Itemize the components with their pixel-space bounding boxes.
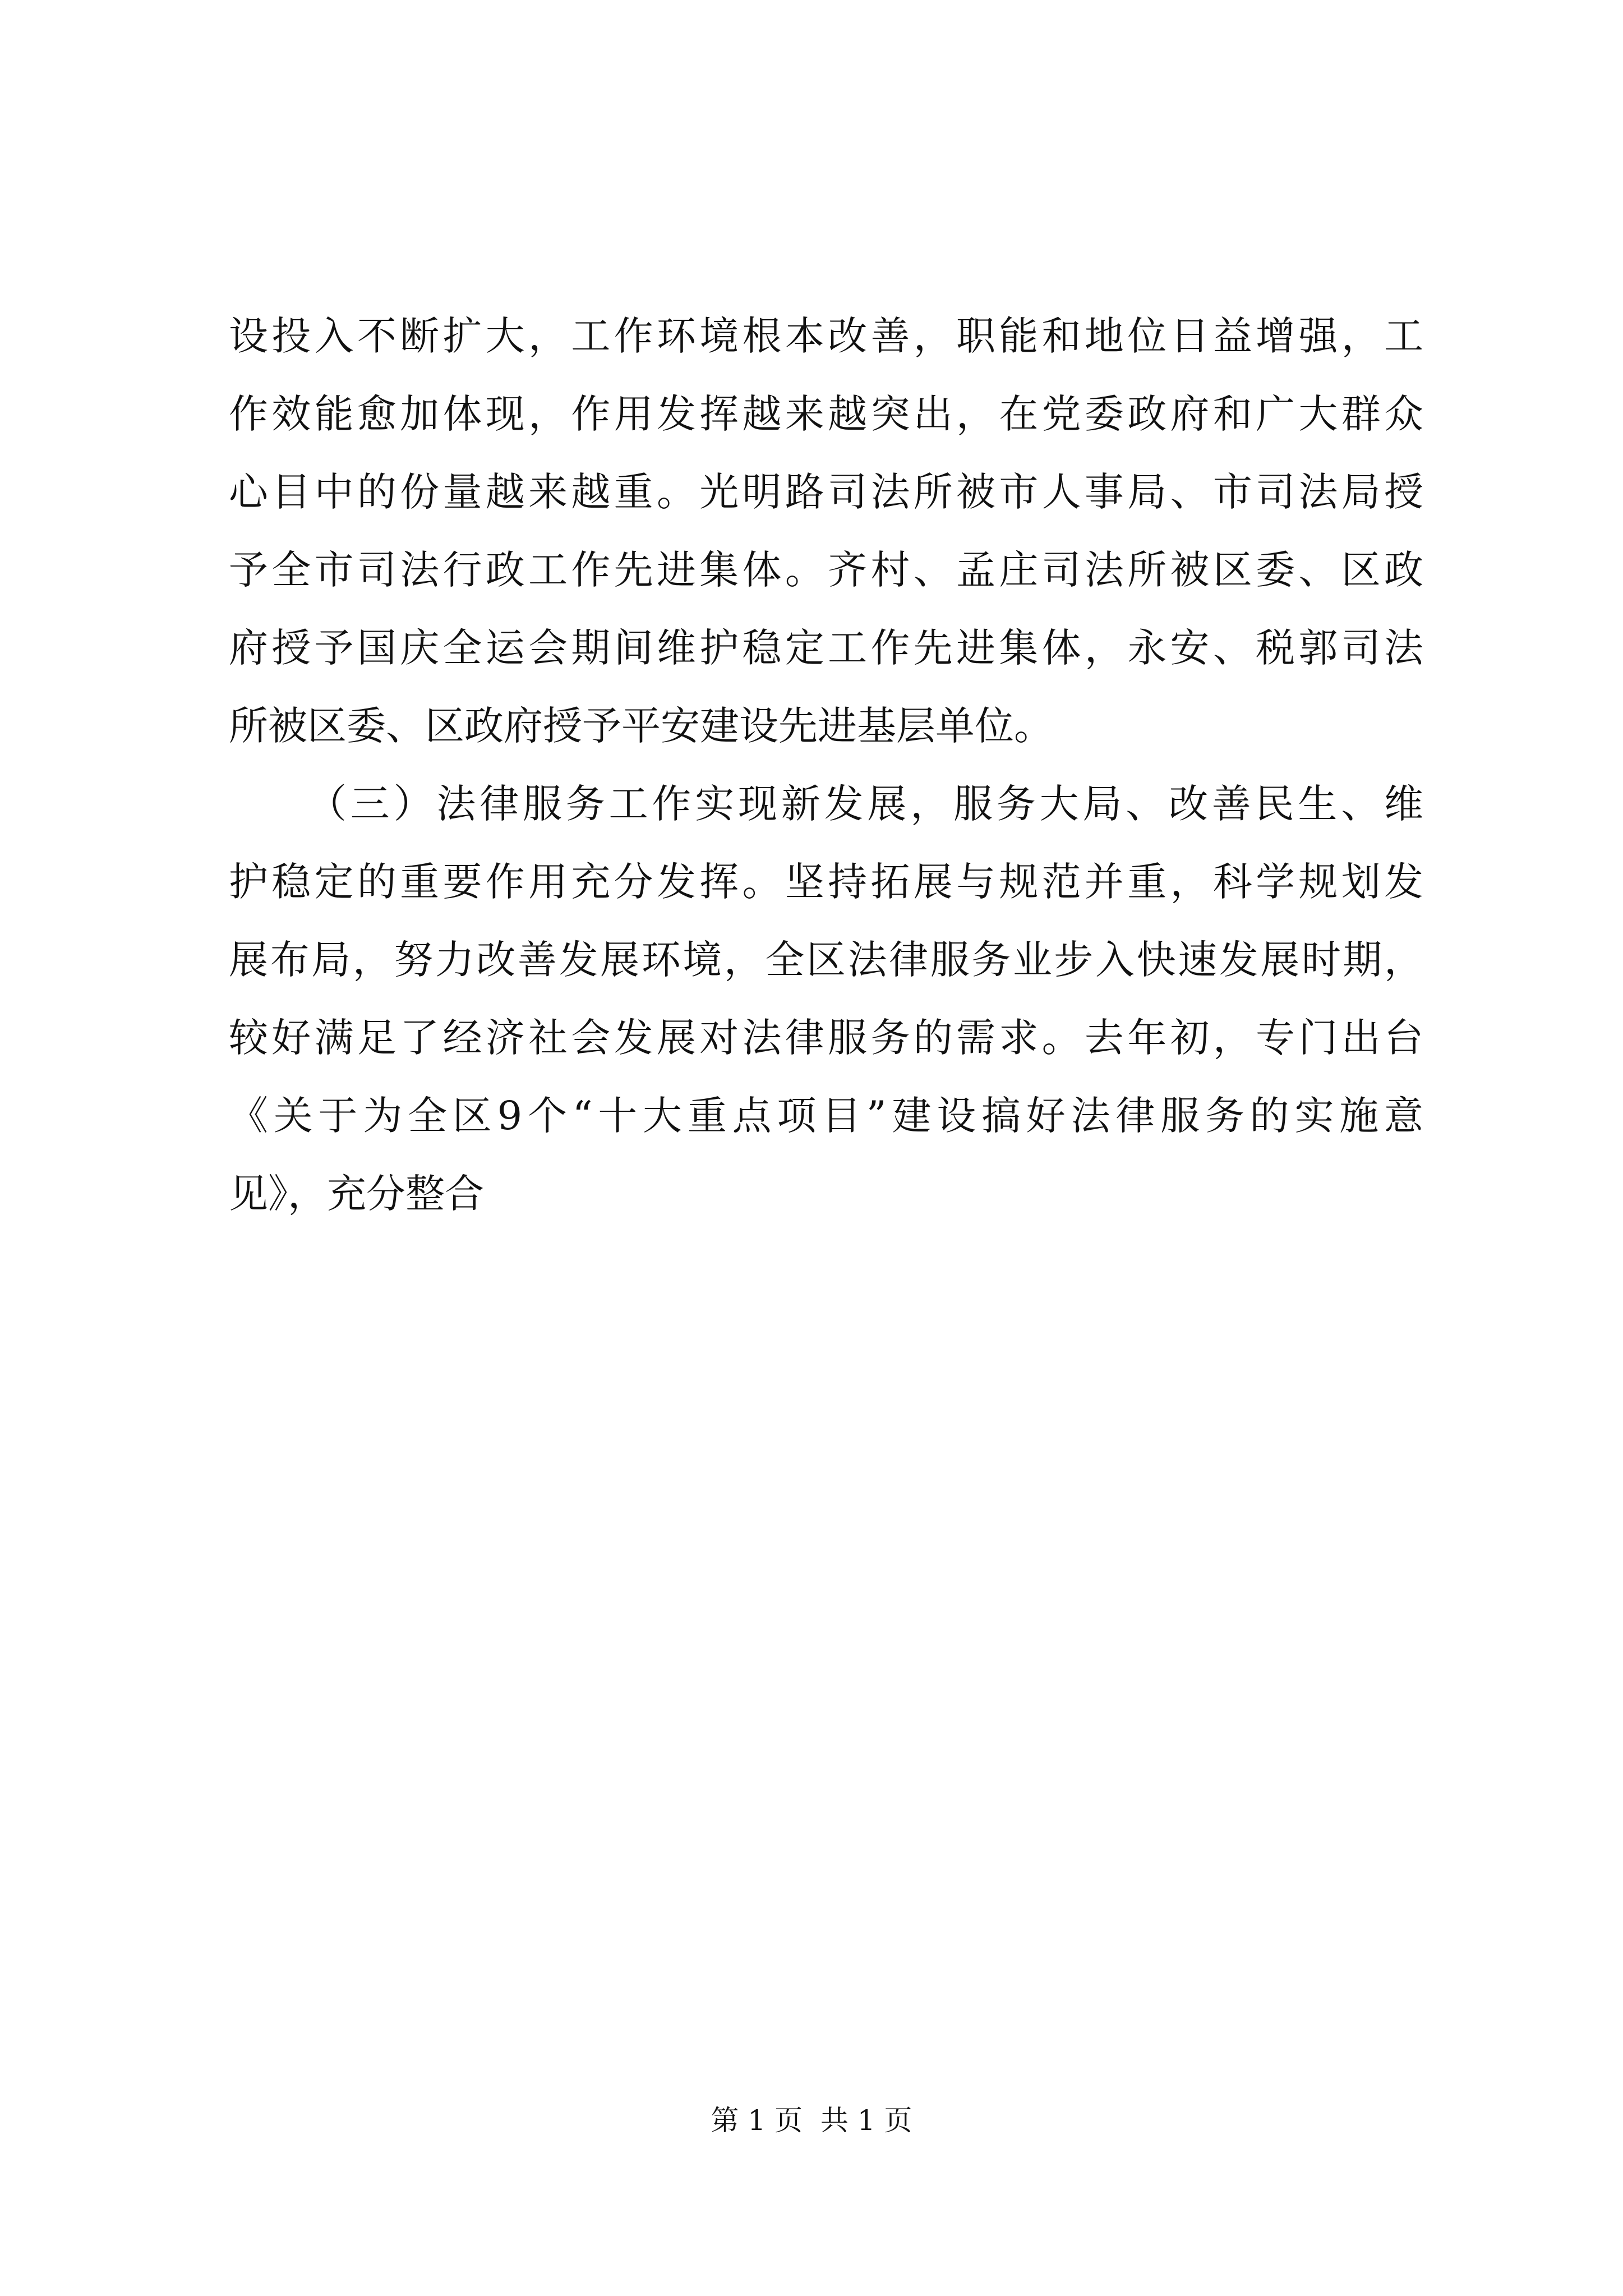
body-line-9: 展布局，努力改善发展环境，全区法律服务业步入快速发展时期， xyxy=(229,937,1423,983)
body-line-7: （三）法律服务工作实现新发展，服务大局、改善民生、维 xyxy=(307,781,1423,827)
page-footer: 第 1 页 共 1 页 xyxy=(711,2104,912,2137)
body-line-6: 所被区委、区政府授予平安建设先进基层单位。 xyxy=(229,703,1053,749)
document-body xyxy=(229,297,1423,1233)
body-line-11: 《关于为全区9个“十大重点项目”建设搞好法律服务的实施意 xyxy=(229,1093,1423,1139)
body-line-1: 设投入不断扩大，工作环境根本改善，职能和地位日益增强，工 xyxy=(229,313,1423,359)
body-line-2: 作效能愈加体现，作用发挥越来越突出，在党委政府和广大群众 xyxy=(229,391,1423,437)
body-line-8: 护稳定的重要作用充分发挥。坚持拓展与规范并重，科学规划发 xyxy=(229,859,1423,905)
body-line-12: 见》，充分整合 xyxy=(229,1171,484,1217)
body-line-4: 予全市司法行政工作先进集体。齐村、孟庄司法所被区委、区政 xyxy=(229,547,1423,593)
body-line-5: 府授予国庆全运会期间维护稳定工作先进集体，永安、税郭司法 xyxy=(229,625,1423,671)
body-line-10: 较好满足了经济社会发展对法律服务的需求。去年初，专门出台 xyxy=(229,1015,1423,1061)
body-line-3: 心目中的份量越来越重。光明路司法所被市人事局、市司法局授 xyxy=(229,469,1423,515)
